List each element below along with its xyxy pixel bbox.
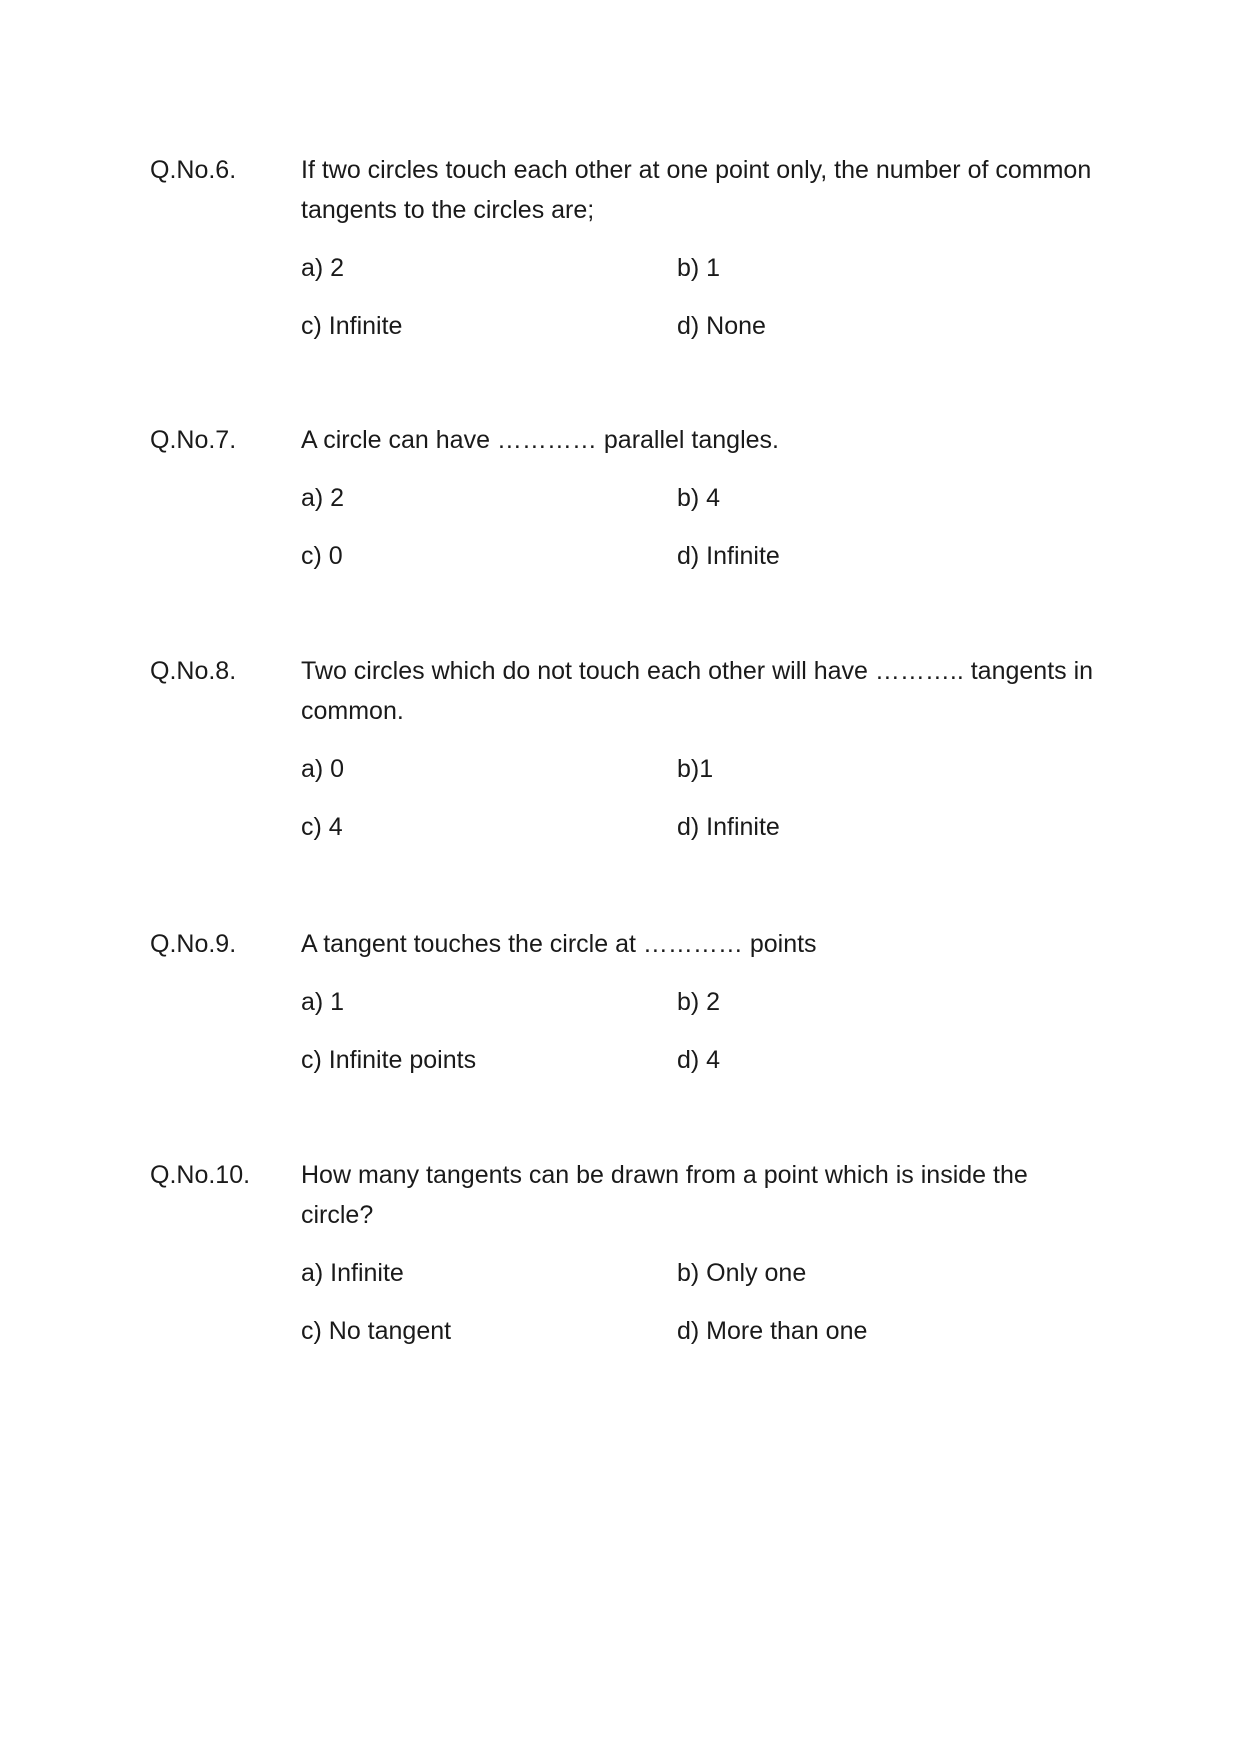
option-d: d) None bbox=[677, 312, 766, 340]
question-text: A tangent touches the circle at ………… points bbox=[301, 930, 817, 958]
option-b: b) 4 bbox=[677, 484, 721, 512]
question-number: Q.No.10. bbox=[150, 1161, 251, 1189]
option-c: c) 0 bbox=[301, 542, 343, 570]
option-c: c) No tangent bbox=[301, 1317, 452, 1345]
option-a: a) 2 bbox=[301, 254, 345, 282]
option-c: c) 4 bbox=[301, 813, 343, 841]
option-d: d) Infinite bbox=[677, 813, 780, 841]
option-a: a) 2 bbox=[301, 484, 345, 512]
option-a: a) Infinite bbox=[301, 1259, 404, 1287]
option-c: c) Infinite bbox=[301, 312, 403, 340]
option-d: d) More than one bbox=[677, 1317, 868, 1345]
question-number: Q.No.9. bbox=[150, 930, 237, 958]
question-text: If two circles touch each other at one point only, the number of common tangents to the circles are; bbox=[301, 156, 1092, 224]
option-b: b) Only one bbox=[677, 1259, 807, 1287]
option-a: a) 0 bbox=[301, 755, 345, 783]
option-d: d) Infinite bbox=[677, 542, 780, 570]
question-text: Two circles which do not touch each other will have ……….. tangents in common. bbox=[301, 657, 1094, 725]
option-a: a) 1 bbox=[301, 988, 345, 1016]
option-d: d) 4 bbox=[677, 1046, 721, 1074]
question-number: Q.No.8. bbox=[150, 657, 237, 685]
option-b: b)1 bbox=[677, 755, 714, 783]
option-b: b) 1 bbox=[677, 254, 721, 282]
question-number: Q.No.7. bbox=[150, 426, 237, 454]
option-b: b) 2 bbox=[677, 988, 721, 1016]
question-text: A circle can have ………… parallel tangles. bbox=[301, 426, 779, 454]
question-text: How many tangents can be drawn from a point which is inside the circle? bbox=[301, 1161, 1028, 1229]
question-number: Q.No.6. bbox=[150, 156, 237, 184]
option-c: c) Infinite points bbox=[301, 1046, 477, 1074]
